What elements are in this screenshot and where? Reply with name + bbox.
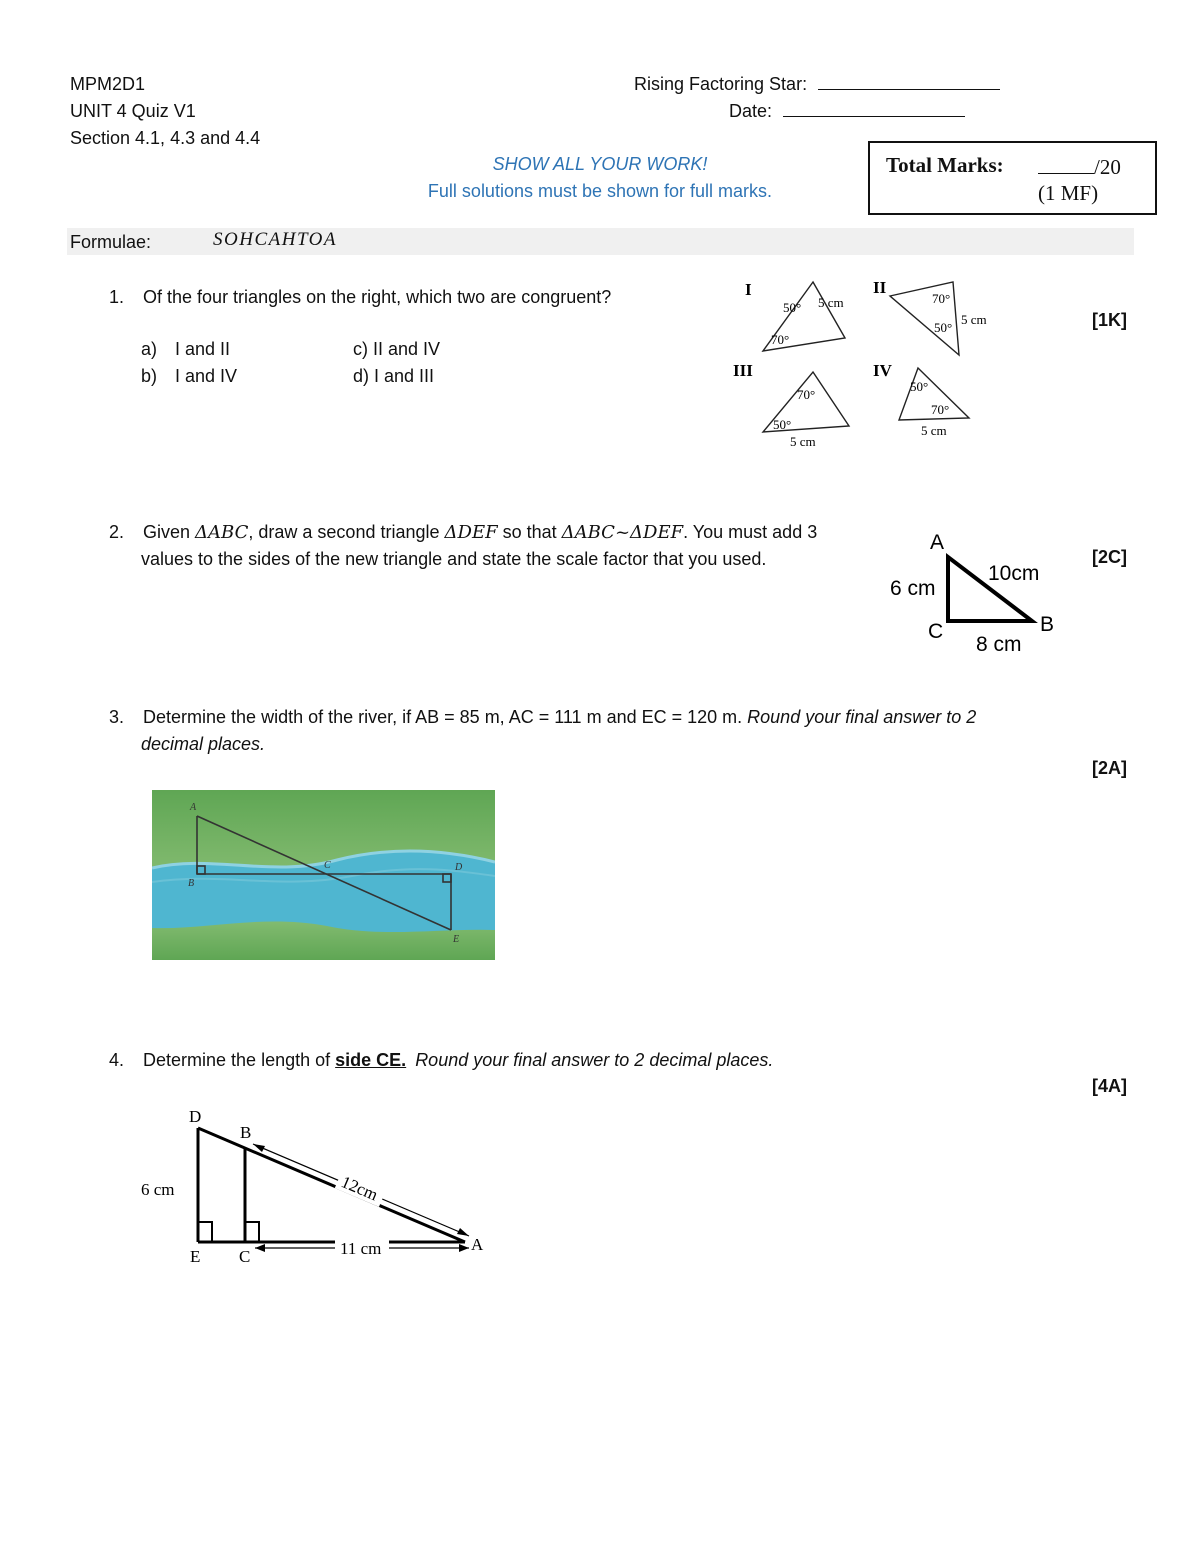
unit-title: UNIT 4 Quiz V1 <box>70 101 196 121</box>
q2-side-CB: 8 cm <box>976 633 1022 656</box>
q2-triangle-figure <box>880 525 1070 660</box>
q2-text-so: so that <box>497 522 562 542</box>
q2-similarity: ΔABC~ΔDEF <box>561 522 684 543</box>
triangle-III <box>733 361 849 449</box>
q3-point-C: C <box>324 860 331 871</box>
section-list: Section 4.1, 4.3 and 4.4 <box>70 128 261 148</box>
triangle-IV <box>873 361 969 438</box>
total-marks-score <box>1038 153 1121 180</box>
name-field[interactable] <box>634 71 1000 97</box>
q4-side-CA: 11 cm <box>340 1239 382 1258</box>
triangle-III-side: 5 cm <box>790 434 816 449</box>
triangle-I-side: 5 cm <box>818 295 844 310</box>
q3-round-note-2: decimal places. <box>141 734 266 754</box>
q3-river-figure <box>152 790 495 960</box>
q2-vertex-C: C <box>928 620 944 643</box>
total-marks-label: Total Marks: <box>886 153 1004 177</box>
q1-option-a-letter: a) <box>141 339 158 359</box>
q1-option-b[interactable] <box>141 363 238 389</box>
course-code: MPM2D1 <box>70 74 146 94</box>
q4-round-note: Round your final answer to 2 decimal places. <box>415 1050 774 1070</box>
triangle-II-angle-70: 70° <box>932 291 951 306</box>
q1-number: 1. <box>108 287 124 307</box>
q3-point-D: D <box>455 862 463 873</box>
q3-round-note-1: Round your final answer to 2 <box>747 707 977 727</box>
total-marks-mf: (1 MF) <box>1038 181 1099 205</box>
triangle-II-angle-50: 50° <box>934 320 953 335</box>
q2-vertex-A: A <box>930 531 945 554</box>
q4-side-DE: 6 cm <box>141 1180 175 1199</box>
q1-option-c[interactable]: c) II and IV <box>353 339 441 359</box>
q2-text-mid: , draw a second triangle <box>248 522 445 542</box>
q4-side-ce: side CE. <box>335 1050 407 1070</box>
q1-option-d[interactable]: d) I and III <box>353 366 435 386</box>
formulae-bar <box>67 228 1134 255</box>
triangle-I-angle-50: 50° <box>783 300 802 315</box>
q4-triangle-figure <box>135 1100 495 1270</box>
score-blank[interactable] <box>1038 153 1094 174</box>
q3-point-B: B <box>188 878 195 889</box>
triangle-IV-angle-50: 50° <box>910 379 929 394</box>
date-blank[interactable] <box>783 98 965 117</box>
formulae-label: Formulae: <box>70 232 152 252</box>
q4-point-B: B <box>240 1123 252 1142</box>
triangle-II-side: 5 cm <box>961 312 987 327</box>
triangle-III-label: III <box>733 361 753 380</box>
total-marks-out-of: /20 <box>1094 155 1121 179</box>
q2-abc: ΔABC <box>195 522 249 543</box>
triangle-IV-label: IV <box>873 361 892 380</box>
formulae-value: SOHCAHTOA <box>213 229 337 250</box>
q1-option-b-text: I and IV <box>175 366 238 386</box>
triangle-II <box>873 278 987 355</box>
triangle-III-angle-50: 50° <box>773 417 792 432</box>
q2-number: 2. <box>108 522 124 542</box>
name-blank[interactable] <box>818 71 1000 90</box>
date-field[interactable] <box>729 98 965 124</box>
q3-mark: [2A] <box>1092 758 1127 778</box>
q2-mark: [2C] <box>1092 547 1127 567</box>
instruction-show-work: SHOW ALL YOUR WORK! <box>492 154 708 174</box>
q4-point-C: C <box>239 1247 251 1266</box>
q1-option-a-text: I and II <box>175 339 231 359</box>
q2-side-AB: 10cm <box>988 562 1040 585</box>
q1-question <box>84 284 611 310</box>
triangle-I-angle-70: 70° <box>771 332 790 347</box>
q1-triangles-figure <box>725 272 1015 452</box>
q4-text: Determine the length of <box>143 1050 336 1070</box>
instruction-full-solutions: Full solutions must be shown for full marks. <box>427 181 773 201</box>
q3-point-A: A <box>190 802 197 813</box>
name-label: Rising Factoring Star: <box>634 74 808 94</box>
triangle-I <box>745 280 845 351</box>
q4-point-E: E <box>190 1247 201 1266</box>
q2-def: ΔDEF <box>444 522 498 543</box>
q2-vertex-B: B <box>1040 613 1055 636</box>
triangle-IV-side: 5 cm <box>921 423 947 438</box>
q1-text: Of the four triangles on the right, which two are congruent? <box>143 287 612 307</box>
q1-mark: [1K] <box>1092 310 1127 330</box>
q3-question <box>84 704 976 730</box>
q1-option-a[interactable] <box>141 336 231 362</box>
q2-text-end: . You must add 3 <box>683 522 818 542</box>
q4-mark: [4A] <box>1092 1076 1127 1096</box>
q4-point-D: D <box>189 1107 202 1126</box>
q4-side-BA: 12cm <box>338 1172 381 1205</box>
q3-text: Determine the width of the river, if AB = 85 m, AC = 111 m and EC = 120 m. <box>143 707 748 727</box>
q1-option-b-letter: b) <box>141 366 158 386</box>
triangle-I-label: I <box>745 280 752 299</box>
date-label: Date: <box>729 101 773 121</box>
total-marks-box <box>868 141 1157 215</box>
q3-number: 3. <box>108 707 124 727</box>
q2-text-given: Given <box>143 522 196 542</box>
q4-question <box>84 1047 773 1073</box>
triangle-IV-angle-70: 70° <box>931 402 950 417</box>
q2-question <box>84 519 817 546</box>
q4-number: 4. <box>108 1050 124 1070</box>
q2-side-AC: 6 cm <box>890 577 936 600</box>
triangle-III-angle-70: 70° <box>797 387 816 402</box>
q3-point-E: E <box>453 934 460 945</box>
q4-point-A: A <box>471 1235 484 1254</box>
q2-text-line2: values to the sides of the new triangle and state the scale factor that you used. <box>141 549 767 569</box>
triangle-II-label: II <box>873 278 887 297</box>
